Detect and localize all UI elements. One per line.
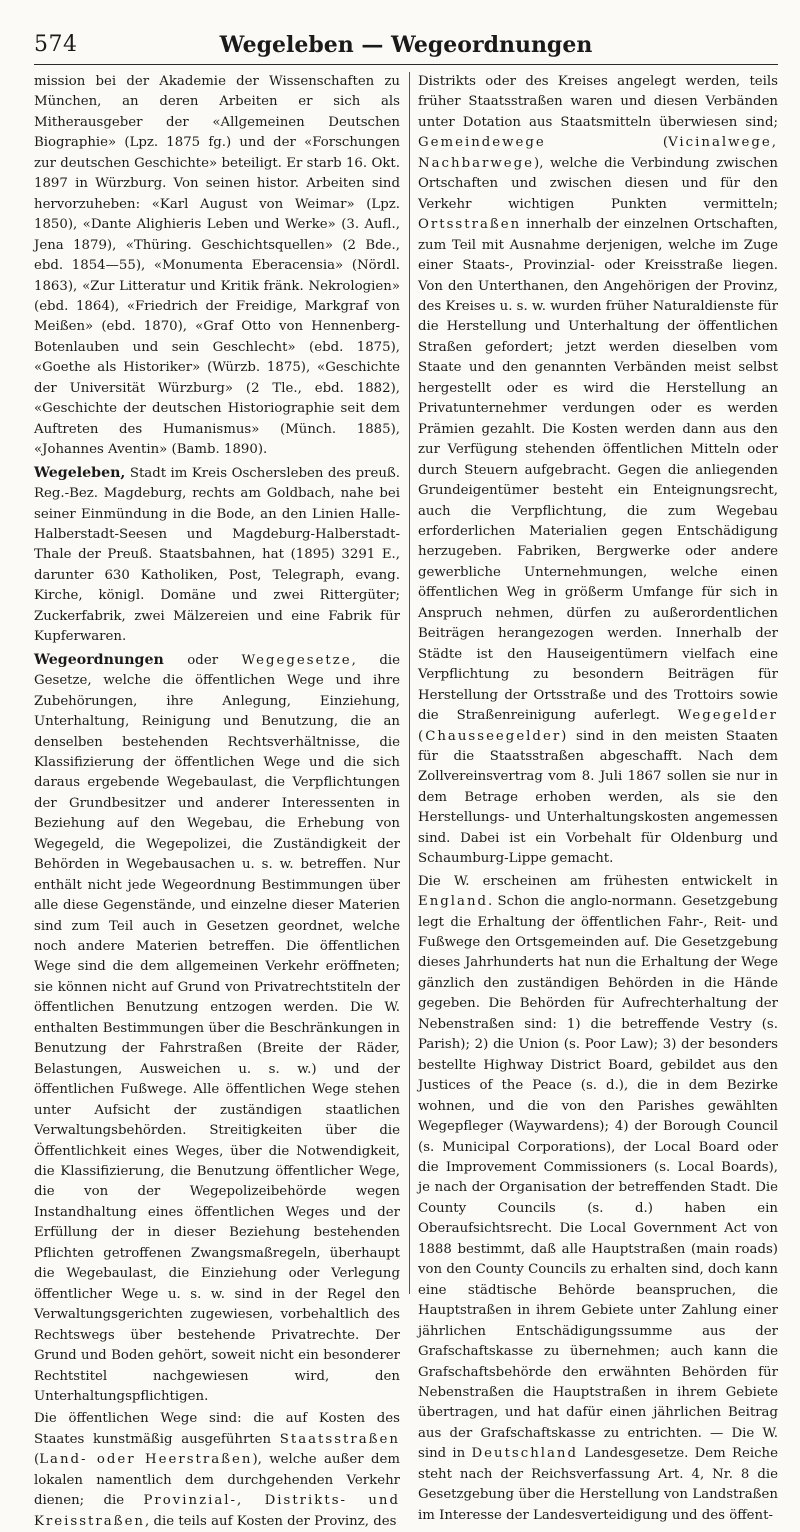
paragraph-text: . Schon die anglo-normann. Gesetzgebung legt die Erhaltung der öffentlichen Fahr-, Reit- und Fußwege den Ortsgemeinden auf. Die Gesetzgebung dieses Jahrhunderts hat nun die Erhaltung der Wege gänzlich den zuständigen Behörden in die Hände gegeben. Die Behörden für Aufrechterhaltung der Nebenstraßen sind: 1) die betreffende Vestry (s. Parish); 2) die Union (s. Poor Law); 3) der besonders bestellte Highway District Board, gebildet aus den Justices of the Peace (s. d.), die in dem Bezirke wohnen, und die von den Parishes gewählten Wegepfleger (Waywardens); 4) der Borough Council (s. Municipal Corporations), der Local Board oder die Improvement Commissioners (s. Local Boards), je nach der Organisation der betreffenden Stadt. Die County Councils (s. d.) haben ein Oberaufsichtsrecht. Die Local Government Act von 1888 bestimmt, daß alle Hauptstraßen (main roads) von den County Councils zu erhalten sind, doch kann eine städtische Behörde beanspruchen, die Hauptstraßen in ihrem Gebiete unter Zahlung einer jährlichen Entschädigungssumme aus der Grafschaftskasse zu übernehmen; auch kann die Grafschaftsbehörde den erwähnten Behörden für Nebenstraßen die Hauptstraßen in ihrem Gebiete übertragen, und hat dafür einen jährlichen Beitrag aus der Grafschaftskasse zu entrichten. — Die W. sind in xyxy=(418,894,778,1462)
right-column xyxy=(418,72,778,1526)
column-divider xyxy=(409,72,410,1294)
paragraph-text: Distrikts oder des Kreises angelegt werden, teils früher Staatsstraßen waren und diesen Verbänden unter Dotation aus Staatsmitteln überwiesen sind; xyxy=(418,74,778,130)
term-staatsstrassen: Staatsstraßen xyxy=(279,1431,400,1447)
paragraph-text: Landesgesetze. Dem Reiche steht nach der Reichsverfassung Art. 4, Nr. 8 die Gesetzgebung über die Herstellung von Landstraßen im Interesse der Landesverteidigung und des öffent- xyxy=(418,1446,778,1523)
entry-wegeordnungen xyxy=(34,650,400,1408)
running-head: Wegeleben — Wegeordnungen xyxy=(219,32,593,58)
paragraph-public-roads xyxy=(34,1409,400,1532)
term-gemeindewege: Gemeindewege xyxy=(418,135,546,151)
term-vicinalwege: Vicinalwege, Nachbarwege xyxy=(418,135,778,171)
term-provinzialstrassen: Provinzial-, Distrikts- und Kreisstraßen xyxy=(34,1493,400,1529)
connector-text: oder xyxy=(163,652,242,668)
paragraph-text: , die teils auf Kosten der Provinz, des xyxy=(145,1513,397,1529)
term-wegegesetze: Wegegesetze xyxy=(241,652,352,668)
left-column xyxy=(34,72,400,1532)
paragraph-road-classes xyxy=(418,72,778,870)
paragraph-text: Die öffentlichen Wege sind: die auf Kosten des Staates kunstmäßig ausgeführten xyxy=(34,1411,400,1447)
paragraph-text: sind in den meisten Staaten für die Staatsstraßen abgeschafft. Nach dem Zollvereinsvertrag vom 8. Juli 1867 sollen sie nur in dem Betrage erhoben werden, als sie den Herstellungs- und Unterhaltungskosten angemessen sind. Dabei ist ein Vorbehalt für Oldenburg und Schaumburg-Lippe gemacht. xyxy=(418,728,778,867)
term-wegegelder: Wegegelder (Chausseegelder) xyxy=(418,708,778,744)
paragraph-text: ( xyxy=(34,1452,40,1468)
entry-wegeleben xyxy=(34,463,400,648)
lemma-wegeordnungen: Wegeordnungen xyxy=(34,651,164,668)
page-header xyxy=(34,30,778,65)
paragraph-text: Die W. erscheinen am frühesten entwickelt in xyxy=(418,873,778,889)
lemma-wegeleben: Wegeleben, xyxy=(34,464,126,481)
wegeleben-text: Stadt im Kreis Oschersleben des preuß. Reg.-Bez. Magdeburg, rechts am Goldbach, nahe bei seiner Einmündung in die Bode, an den Linien Halle-Halberstadt-Seesen und Magdeburg-Halberstadt-Thale der Preuß. Staatsbahnen, hat (1895) 3291 E., darunter 630 Katholiken, Post, Telegraph, evang. Kirche, königl. Domäne und zwei Rittergüter; Zuckerfabrik, zwei Mälzereien und eine Fabrik für Kupferwaren. xyxy=(34,465,400,645)
weber-continuation-paragraph: mission bei der Akademie der Wissenschaften zu München, an deren Arbeiten er sich als Mitherausgeber der «Allgemeinen Deutschen Biographie» (Lpz. 1875 fg.) und der «Forschungen zur deutschen Geschichte» beteiligt. Er starb 16. Okt. 1897 in Würzburg. Von seinen histor. Arbeiten sind hervorzuheben: «Karl August von Weimar» (Lpz. 1850), «Dante Alighieris Leben und Werke» (3. Aufl., Jena 1879), «Thüring. Geschichtsquellen» (2 Bde., ebd. 1854—55), «Monumenta Eberacensia» (Nördl. 1863), «Zur Litteratur und Kritik fränk. Nekrologien» (ebd. 1864), «Friedrich der Freidige, Markgraf von Meißen» (ebd. 1870), «Graf Otto von Hennenberg-Botenlauben und sein Geschlecht» (ebd. 1875), «Goethe als Historiker» (Würzb. 1875), «Geschichte der Universität Würzburg» (2 Tle., ebd. 1882), «Geschichte der deutschen Historiographie seit dem Auftreten des Humanismus» (Münch. 1885), «Johannes Aventin» (Bamb. 1890). xyxy=(34,74,400,458)
paragraph-text: ), welche die Verbindung zwischen Ortschaften und zwischen diesen und für den Verkehr wichtigen Punkten vermitteln; xyxy=(418,155,778,212)
term-england: England xyxy=(418,894,489,910)
term-ortsstrassen: Ortsstraßen xyxy=(418,217,522,233)
term-landstrassen: Land- oder Heerstraßen xyxy=(39,1452,253,1468)
wegeordnungen-text: , die Gesetze, welche die öffentlichen Wege und ihre Zubehörungen, ihre Anlegung, Einziehung, Unterhaltung, Reinigung und Benutzung, die an denselben bestehenden Rechtsverhältnisse, die Klassifizierung der öffentlichen Wege und die sich daraus ergebende Wegebaulast, die Verpflichtungen der Grundbesitzer und anderer Interessenten in Beziehung auf den Wegebau, die Erhebung von Wegegeld, die Wegepolizei, die Zuständigkeit der Behörden in Wegebausachen u. s. w. betreffen. Nur enthält nicht jede Wegeordnung Bestimmungen über alle diese Gegenstände, und einzelne dieser Materien sind zum Teil auch in Gesetzen geordnet, welche noch andere Materien betreffen. Die öffentlichen Wege sind die dem allgemeinen Verkehr eröffneten; sie können nicht auf Grund von Privatrechtstiteln der öffentlichen Benutzung entzogen werden. Die W. enthalten Bestimmungen über die Beschränkungen in Benutzung der Fahrstraßen (Breite der Räder, Belastungen, Ausweichen u. s. w.) und der öffentlichen Fußwege. Alle öffentlichen Wege stehen unter Aufsicht der zuständigen staatlichen Verwaltungsbehörden. Streitigkeiten über die Öffentlichkeit eines Weges, über die Notwendigkeit, die Klassifizierung, die Benutzung öffentlicher Wege, die von der Wegepolizeibehörde wegen Instandhaltung eines öffentlichen Weges und der Erfüllung der in dieser Beziehung bestehenden Pflichten getroffenen Zwangsmaßregeln, überhaupt die Wegebaulast, die Einziehung oder Verlegung öffentlicher Wege u. s. w. sind in der Regel den Verwaltungsgerichten zugewiesen, vorbehaltlich des Rechtswegs über bestehende Privatrechte. Der Grund und Boden gehört, soweit nicht ein besonderer Rechtstitel nachgewiesen wird, den Unterhaltungspflichtigen. xyxy=(34,652,400,1404)
paragraph-text: innerhalb der einzelnen Ortschaften, zum Teil mit Ausnahme derjenigen, welche im Zuge einer Staats-, Provinzial- oder Kreisstraße liegen. Von den Unterthanen, den Angehörigen der Provinz, des Kreises u. s. w. wurden früher Naturaldienste für die Herstellung und Unterhaltung der öffentlichen Straßen gefordert; jetzt werden dieselben vom Staate und den genannten Verbänden meist selbst hergestellt oder es wird die Herstellung an Privatunternehmer verdungen oder es werden Prämien gezahlt. Die Kosten werden dann aus den zur Verfügung stehenden öffentlichen Mitteln oder durch Steuern aufgebracht. Gegen die anliegenden Grundeigentümer besteht ein Enteignungsrecht, auch die Verpflichtung, die zum Wegebau erforderlichen Materialien gegen Entschädigung herzugeben. Fabriken, Bergwerke oder andere gewerbliche Unternehmungen, welche einen öffentlichen Weg in größerm Umfange für sich in Anspruch nehmen, dürfen zu außerordentlichen Beiträgen herangezogen werden. Innerhalb der Städte ist den Hauseigentümern vielfach eine Verpflichtung zu besondern Beiträgen für Herstellung der Ortsstraße und des Trottoirs sowie die Straßenreinigung auferlegt. xyxy=(418,217,778,724)
page-number: 574 xyxy=(34,32,78,57)
paragraph-text: ( xyxy=(545,135,669,151)
paragraph-text: ), welche außer dem lokalen namentlich dem durchgehenden Verkehr dienen; die xyxy=(34,1452,400,1509)
paragraph-england xyxy=(418,872,778,1527)
term-deutschland: Deutschland xyxy=(471,1446,579,1462)
